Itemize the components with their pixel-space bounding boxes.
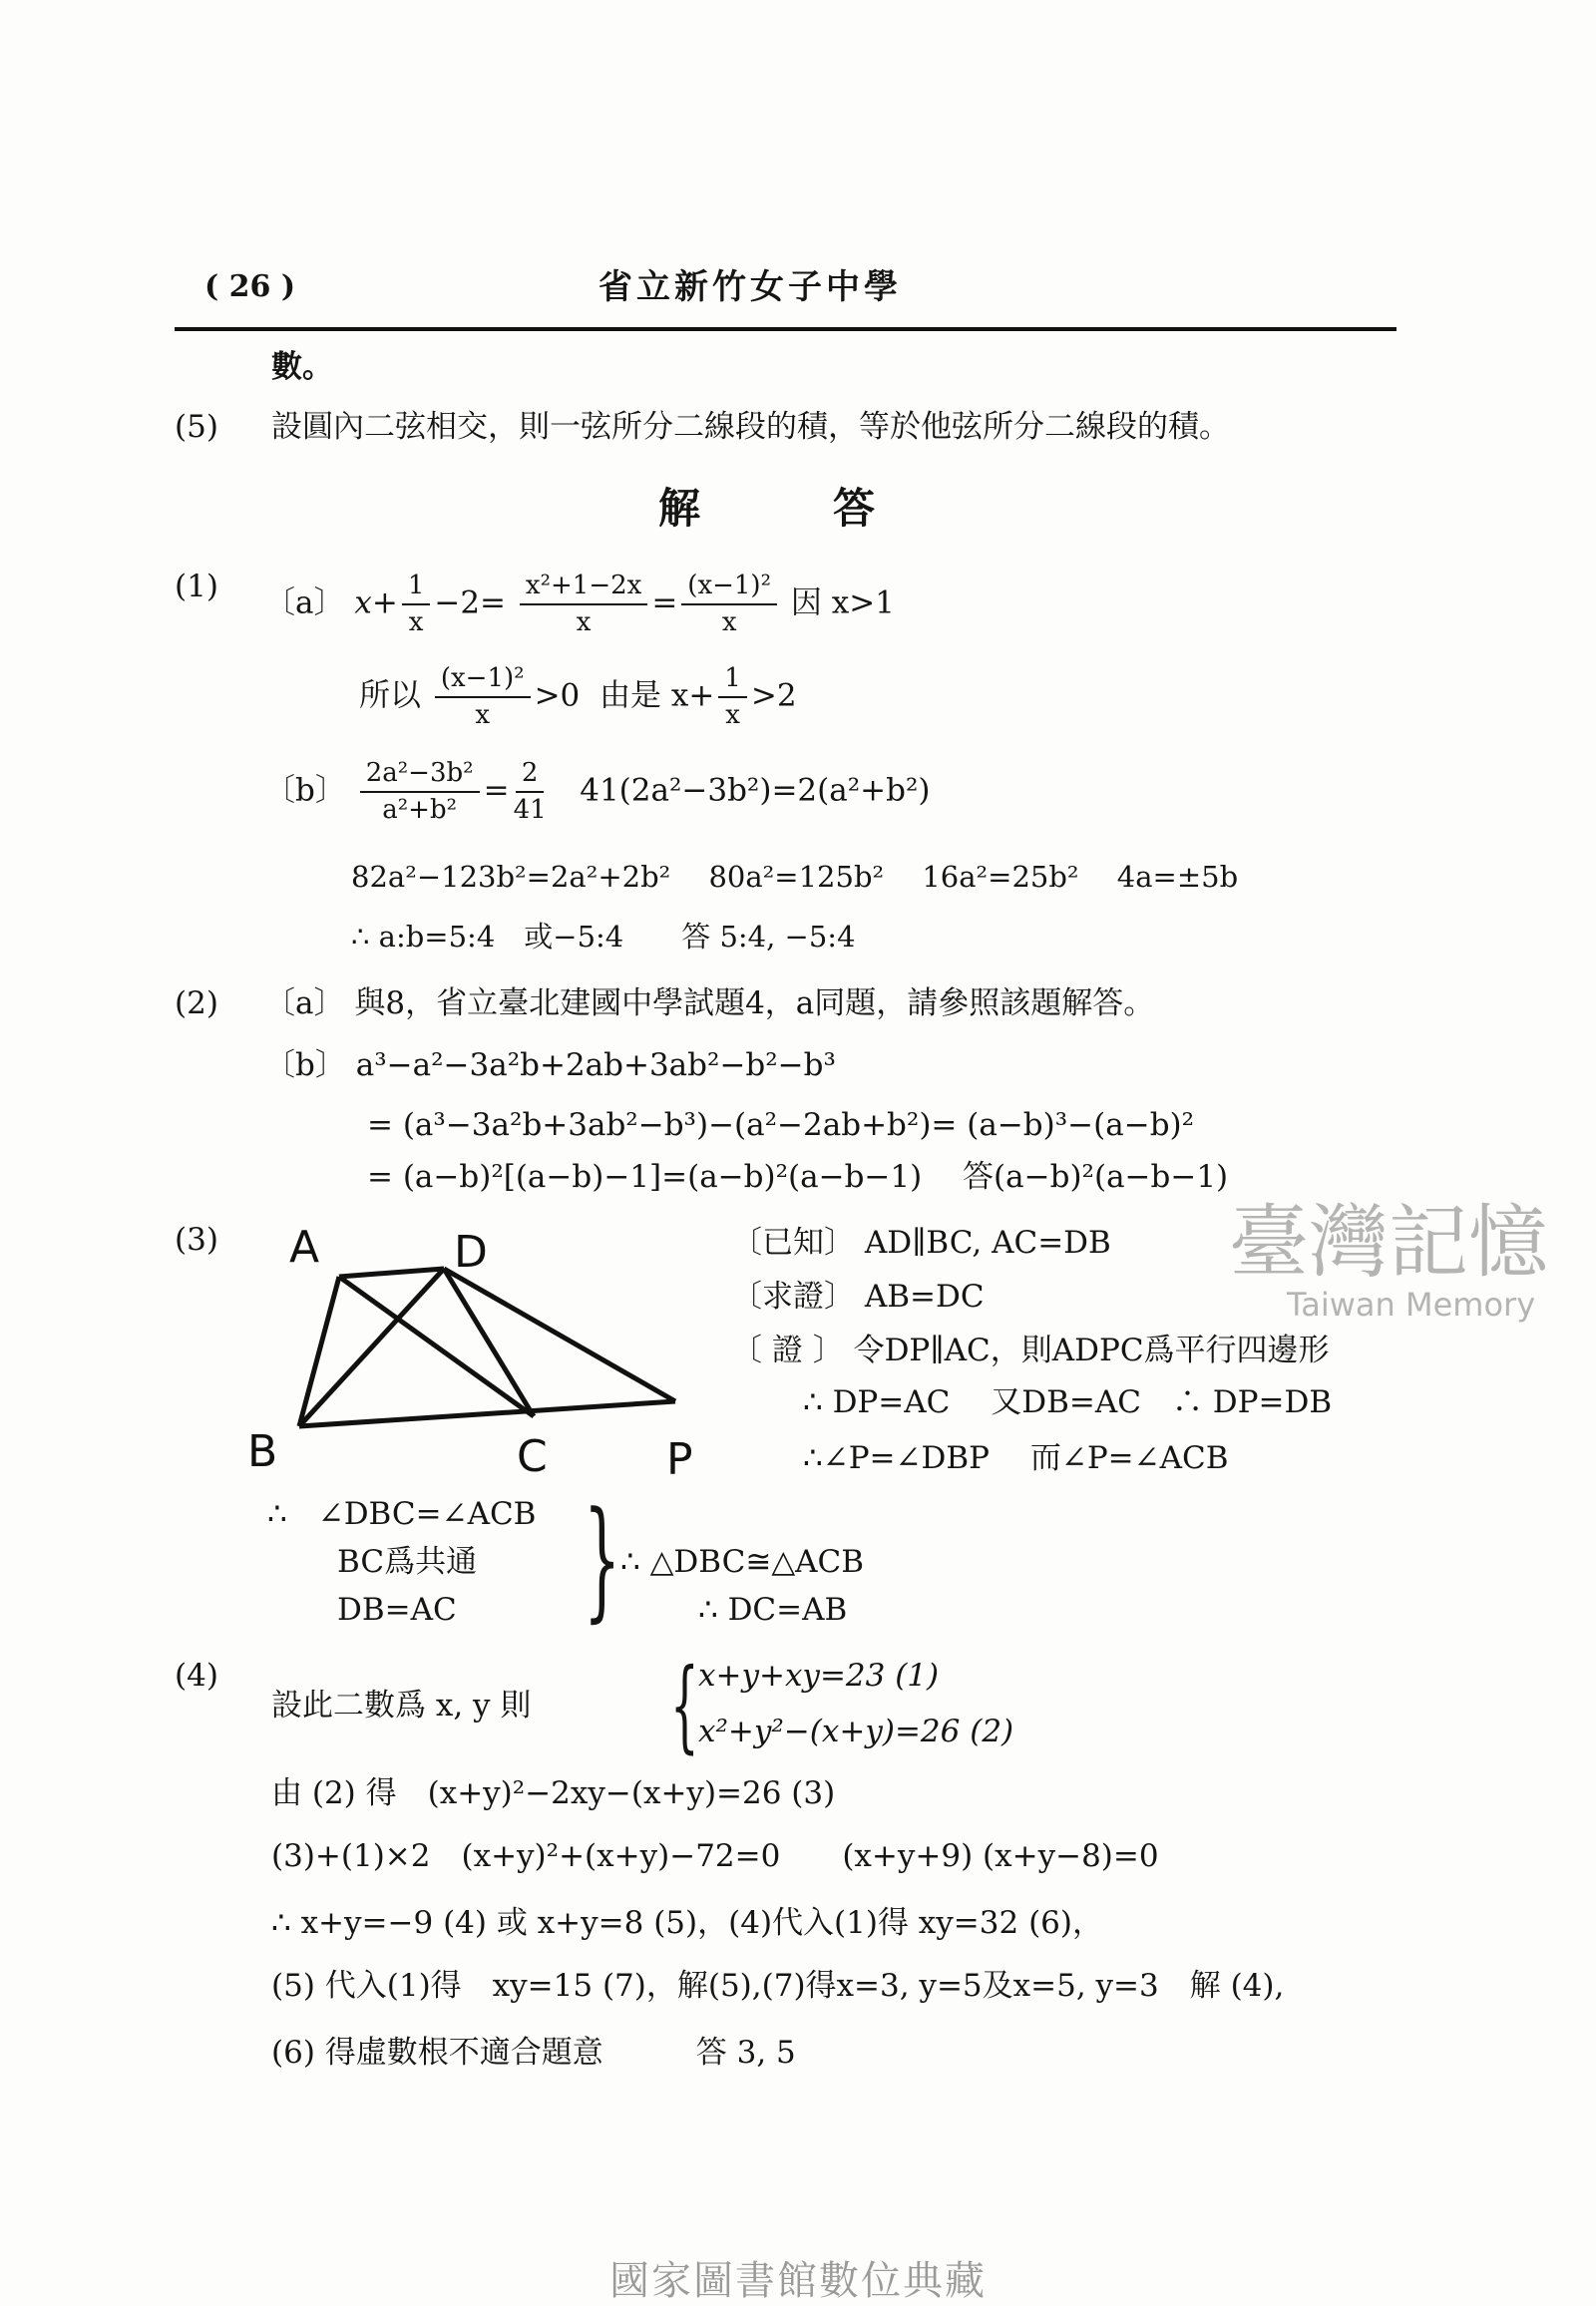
expr: >2 [750, 677, 797, 714]
answer-2b-line2: = (a³−3a²b+3ab²−b³)−(a²−2ab+b²)= (a−b)³−(a−b)² [367, 1107, 1195, 1143]
point-label-d: D [454, 1227, 488, 1278]
answer-4-intro: 設此二數爲 x, y 則 [271, 1688, 532, 1724]
section-title-part1: 解 [658, 484, 701, 533]
numerator: 2 [516, 758, 545, 793]
denominator: x [475, 700, 491, 731]
point-label-p: P [666, 1434, 693, 1485]
question-5-text: 設圓內二弦相交，則一弦所分二線段的積，等於他弦所分二線段的積。 [271, 409, 1230, 445]
equation-1: x+y+xy=23 (1) [698, 1658, 940, 1694]
numerator: (x−1)² [681, 571, 777, 605]
segment-dp [444, 1269, 675, 1401]
segment-bp [299, 1401, 675, 1426]
point-label-c: C [517, 1431, 548, 1482]
fraction [681, 571, 777, 638]
point-label-b: B [247, 1426, 278, 1477]
point-label-a: A [289, 1222, 320, 1273]
answer-4-line2: (3)+(1)×2 (x+y)²+(x+y)−72=0 (x+y+9) (x+y−8)=0 [271, 1838, 1159, 1874]
denominator: x [721, 607, 737, 638]
fraction [520, 571, 647, 638]
answer-1b-line3: ∴ a:b=5:4 或−5:4 答 5:4, −5:4 [351, 920, 856, 954]
fraction [435, 663, 531, 731]
expr: 41(2a²−3b²)=2(a²+b²) [580, 772, 931, 809]
expr: = [483, 772, 510, 809]
tag: 〔已知〕 [731, 1225, 855, 1261]
segment-dc [444, 1269, 534, 1416]
answer-3-label: (3) [175, 1222, 218, 1258]
answer-1b-line2: 82a²−123b²=2a²+2b² 80a²=125b² 16a²=25b² 4a=±5b [351, 860, 1239, 894]
given [731, 1225, 1111, 1262]
numerator: 2a²−3b² [360, 758, 480, 793]
fraction [360, 758, 480, 826]
answer-4-line5: (6) 得虛數根不適合題意 答 3, 5 [271, 2035, 796, 2071]
tag: 〔b〕 [264, 772, 346, 809]
denominator: a²+b² [382, 795, 458, 826]
fraction [514, 758, 547, 826]
previous-text-tail: 數。 [271, 349, 333, 385]
conclusion-result: ∴ DC=AB [698, 1592, 848, 1628]
trapezoid-diagram [239, 1217, 718, 1486]
expr: AB=DC [864, 1279, 985, 1315]
denominator: x [725, 700, 740, 731]
denominator: x [408, 607, 424, 638]
expr: AD∥BC, AC=DB [864, 1225, 1111, 1261]
tag: 〔a〕 [264, 985, 345, 1021]
conclusion-cond1: ∴ ∠DBC=∠ACB [267, 1496, 537, 1532]
answer-4-line1: 由 (2) 得 (x+y)²−2xy−(x+y)=26 (3) [271, 1775, 836, 1811]
denominator: 41 [513, 795, 547, 826]
answer-1b [264, 758, 931, 826]
answer-2-label: (2) [175, 985, 218, 1021]
conclusion-congruent: ∴ △DBC≅△ACB [620, 1544, 865, 1580]
answer-1a [264, 571, 895, 638]
answer-1-label: (1) [175, 569, 218, 604]
fraction [718, 663, 747, 731]
conclusion-cond3: DB=AC [337, 1592, 457, 1628]
proof-line1 [731, 1333, 1330, 1369]
numerator: 1 [718, 663, 747, 698]
segment-ac [339, 1277, 534, 1416]
tag: 〔a〕 [264, 584, 345, 621]
segment-ad [339, 1269, 444, 1277]
answer-1a-line2 [359, 663, 797, 731]
section-title-part2: 答 [833, 484, 876, 533]
fraction [402, 571, 431, 638]
expr: 由是 x+ [598, 677, 715, 714]
expr: x+ [354, 584, 398, 621]
answer-2a [264, 985, 1154, 1022]
denominator: x [576, 607, 592, 638]
proof-line3: ∴∠P=∠DBP 而∠P=∠ACB [803, 1440, 1229, 1476]
tag: 〔b〕 [264, 1047, 346, 1083]
to-prove [731, 1279, 985, 1316]
answer-2b-line3: = (a−b)²[(a−b)−1]=(a−b)²(a−b−1) 答(a−b)²(a−b−1) [367, 1159, 1229, 1195]
watermark-logo: 臺灣記憶 [1229, 1196, 1548, 1289]
expr: −2= [434, 584, 507, 621]
answer-2b [264, 1047, 836, 1084]
numerator: (x−1)² [435, 663, 531, 698]
header-rule [175, 327, 1396, 331]
conclusion-cond2: BC爲共通 [337, 1544, 478, 1580]
expr: >0 [534, 677, 581, 714]
expr: 所以 [359, 677, 421, 714]
right-brace: } [584, 1483, 621, 1635]
watermark-text: Taiwan Memory [1287, 1286, 1536, 1324]
expr: 因 x>1 [790, 584, 895, 621]
question-5-label: (5) [175, 409, 218, 445]
numerator: x²+1−2x [520, 571, 647, 605]
equation-2: x²+y²−(x+y)=26 (2) [698, 1714, 1014, 1749]
proof-line2: ∴ DP=AC 又DB=AC ∴ DP=DB [803, 1384, 1333, 1420]
answer-text: 與8，省立臺北建國中學試題4，a同題，請參照該題解答。 [354, 985, 1155, 1021]
expr: 令DP∥AC，則ADPC爲平行四邊形 [853, 1333, 1330, 1368]
footer-archive-credit: 國家圖書館數位典藏 [609, 2258, 987, 2304]
page-header-title: 省立新竹女子中學 [598, 267, 902, 307]
tag: 〔求證〕 [731, 1279, 855, 1315]
answer-4-label: (4) [175, 1658, 218, 1694]
answer-4-line4: (5) 代入(1)得 xy=15 (7)，解(5),(7)得x=3, y=5及x=5, y=3 解 (4), [271, 1968, 1285, 2004]
tag: 〔 證 〕 [731, 1333, 844, 1368]
left-brace: { [670, 1647, 699, 1763]
numerator: 1 [402, 571, 431, 605]
answer-4-line3: ∴ x+y=−9 (4) 或 x+y=8 (5)，(4)代入(1)得 xy=32 (6)， [271, 1905, 1103, 1941]
page-number: ( 26 ) [204, 269, 296, 304]
expr: a³−a²−3a²b+2ab+3ab²−b²−b³ [355, 1047, 836, 1083]
expr: = [651, 584, 678, 621]
